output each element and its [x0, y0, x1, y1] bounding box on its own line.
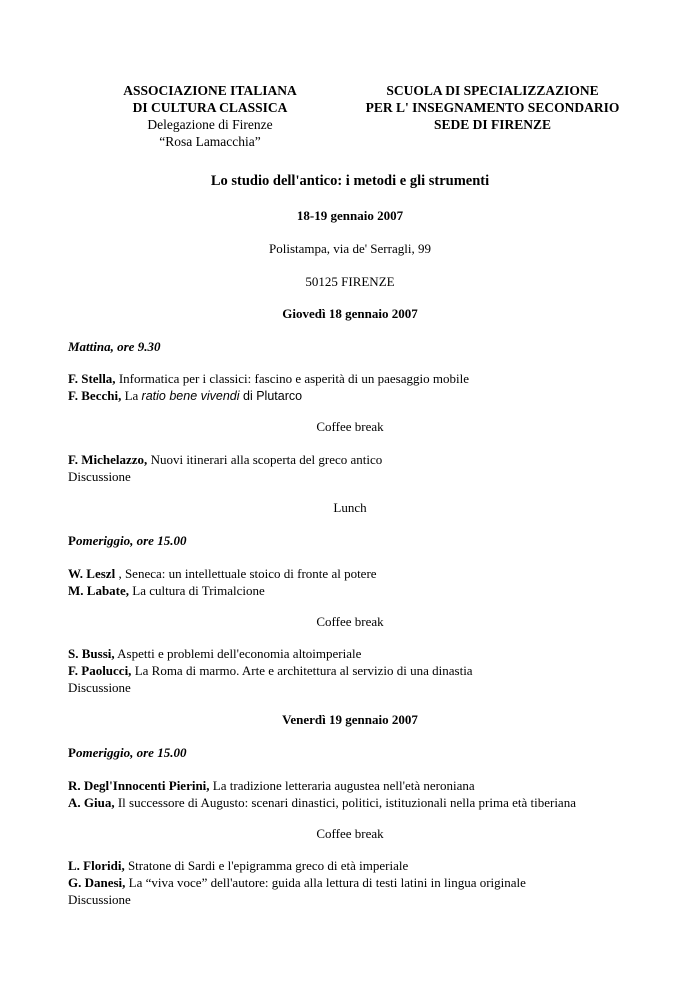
- coffee-break: Coffee break: [316, 419, 384, 434]
- afternoon-label-rest: omeriggio, ore 15.00: [75, 533, 187, 548]
- speaker-name: L. Floridi,: [68, 858, 125, 873]
- discussion: Discussione: [68, 680, 131, 695]
- list-item: [68, 777, 668, 794]
- talk-title: , Seneca: un intellettuale stoico di fronte al potere: [115, 566, 377, 581]
- day1-afternoon-talks: [68, 565, 668, 599]
- day2-heading: Venerdì 19 gennaio 2007: [282, 712, 418, 727]
- day1-morning-talks-2: [68, 451, 668, 485]
- day1-morning-talks: [68, 370, 668, 405]
- talk-title: La tradizione letteraria augustea nell'età neroniana: [212, 778, 475, 793]
- speaker-name: M. Labate,: [68, 583, 130, 598]
- talk-title: Aspetti e problemi dell'economia altoimperiale: [117, 646, 362, 661]
- coffee-break: Coffee break: [316, 614, 384, 629]
- talk-title-italic: ratio bene vivendi: [141, 389, 240, 403]
- list-item: [68, 857, 668, 874]
- org-delegation: Delegazione di Firenze: [147, 117, 273, 132]
- list-item: [68, 794, 668, 811]
- day2-afternoon-talks-2: [68, 857, 668, 908]
- talk-title: La Roma di marmo. Arte e architettura al servizio di una dinastia: [134, 663, 473, 678]
- talk-title-prefix: La: [124, 388, 142, 403]
- discussion: Discussione: [68, 469, 131, 484]
- speaker-name: S. Bussi,: [68, 646, 115, 661]
- talk-title-suffix: di Plutarco: [239, 389, 303, 403]
- discussion: Discussione: [68, 892, 131, 907]
- day1-morning-label: Mattina, ore 9.30: [68, 339, 161, 354]
- talk-title: La “viva voce” dell'autore: guida alla lettura di testi latini in lingua originale: [128, 875, 526, 890]
- talk-title: La cultura di Trimalcione: [132, 583, 265, 598]
- event-title: Lo studio dell'antico: i metodi e gli strumenti: [210, 173, 490, 189]
- speaker-name: F. Becchi,: [68, 388, 122, 403]
- school-name-line2: PER L' INSEGNAMENTO SECONDARIO: [365, 100, 620, 115]
- org-name-line1: ASSOCIAZIONE ITALIANA: [123, 83, 297, 98]
- list-item: [68, 565, 668, 582]
- speaker-name: G. Danesi,: [68, 875, 126, 890]
- speaker-name: F. Stella,: [68, 371, 116, 386]
- list-item: [68, 582, 668, 599]
- talk-title: Nuovi itinerari alla scoperta del greco antico: [150, 452, 383, 467]
- list-item: [68, 645, 668, 662]
- afternoon-label-initial: P: [68, 533, 76, 548]
- coffee-break: Coffee break: [316, 826, 384, 841]
- day2-afternoon-label: [68, 744, 668, 761]
- afternoon-label-rest: omeriggio, ore 15.00: [75, 745, 187, 760]
- list-item: [68, 662, 668, 679]
- org-delegation-name: “Rosa Lamacchia”: [159, 134, 261, 149]
- event-venue: Polistampa, via de' Serragli, 99: [269, 241, 431, 256]
- event-city: 50125 FIRENZE: [305, 274, 395, 289]
- day1-afternoon-label: [68, 532, 668, 549]
- talk-title: Il successore di Augusto: scenari dinastici, politici, istituzionali nella prima età tiberiana: [117, 795, 576, 810]
- talk-title: Informatica per i classici: fascino e asperità di un paesaggio mobile: [118, 371, 469, 386]
- header-right: [350, 82, 635, 133]
- speaker-name: A. Giua,: [68, 795, 115, 810]
- talk-title: Stratone di Sardi e l'epigramma greco di età imperiale: [127, 858, 409, 873]
- speaker-name: W. Leszl: [68, 566, 116, 581]
- day2-afternoon-talks: [68, 777, 668, 811]
- lunch-break: Lunch: [333, 500, 367, 515]
- speaker-name: F. Paolucci,: [68, 663, 132, 678]
- org-name-line2: DI CULTURA CLASSICA: [132, 100, 288, 115]
- list-item: [68, 451, 668, 468]
- event-dates: 18-19 gennaio 2007: [296, 208, 404, 223]
- afternoon-label-initial: P: [68, 745, 76, 760]
- list-item: [68, 874, 668, 891]
- school-name-line3: SEDE DI FIRENZE: [433, 117, 552, 132]
- list-item: [68, 370, 668, 387]
- header-left: [90, 82, 330, 150]
- school-name-line1: SCUOLA DI SPECIALIZZAZIONE: [386, 83, 599, 98]
- list-item: [68, 387, 668, 405]
- day1-heading: Giovedì 18 gennaio 2007: [282, 306, 418, 321]
- day1-afternoon-talks-2: [68, 645, 668, 696]
- speaker-name: R. Degl'Innocenti Pierini,: [68, 778, 210, 793]
- speaker-name: F. Michelazzo,: [68, 452, 148, 467]
